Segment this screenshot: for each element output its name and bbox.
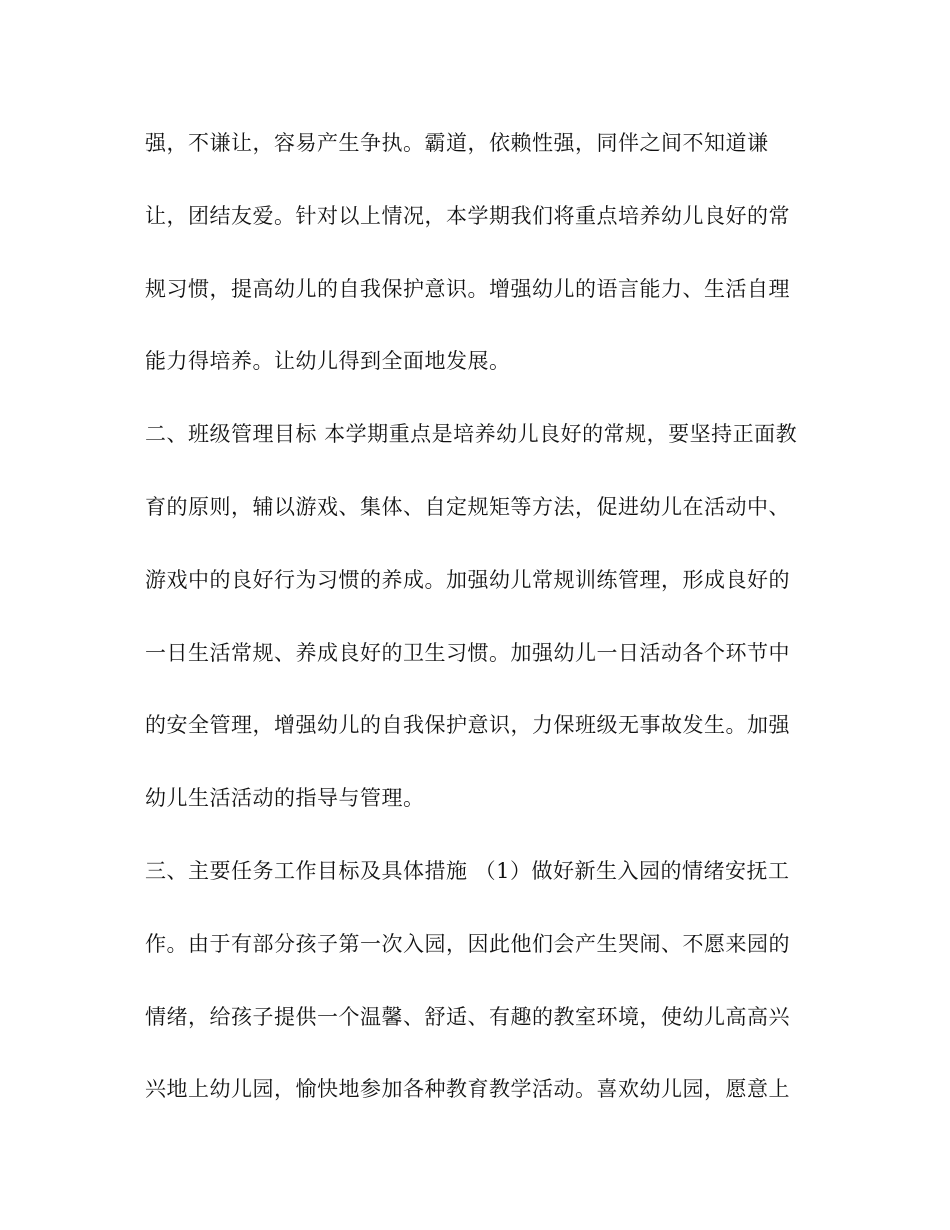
section-heading-line: 二、班级管理目标 本学期重点是培养幼儿良好的常规，要坚持正面教 xyxy=(145,422,798,447)
text-line: 育的原则，辅以游戏、集体、自定规矩等方法，促进幼儿在活动中、 xyxy=(145,494,790,519)
text-line: 情绪，给孩子提供一个温馨、舒适、有趣的教室环境，使幼儿高高兴 xyxy=(145,1004,790,1029)
text-line: 规习惯，提高幼儿的自我保护意识。增强幼儿的语言能力、生活自理 xyxy=(145,276,790,301)
text-line: 一日生活常规、养成良好的卫生习惯。加强幼儿一日活动各个环节中 xyxy=(145,640,790,665)
text-line: 兴地上幼儿园，愉快地参加各种教育教学活动。喜欢幼儿园，愿意上 xyxy=(145,1077,790,1102)
section-heading-line: 三、主要任务工作目标及具体措施 （1）做好新生入园的情绪安抚工 xyxy=(145,858,790,883)
text-line: 幼儿生活活动的指导与管理。 xyxy=(145,786,425,811)
text-line: 强，不谦让，容易产生争执。霸道，依赖性强，同伴之间不知道谦 xyxy=(145,131,769,155)
text-line: 能力得培养。让幼儿得到全面地发展。 xyxy=(145,349,511,374)
text-line: 让，团结友爱。针对以上情况，本学期我们将重点培养幼儿良好的常 xyxy=(145,203,790,228)
text-line: 的安全管理，增强幼儿的自我保护意识，力保班级无事故发生。加强 xyxy=(145,713,790,738)
text-line: 作。由于有部分孩子第一次入园，因此他们会产生哭闹、不愿来园的 xyxy=(145,931,790,956)
body-text xyxy=(145,123,825,1142)
text-line: 游戏中的良好行为习惯的养成。加强幼儿常规训练管理，形成良好的 xyxy=(145,567,790,592)
